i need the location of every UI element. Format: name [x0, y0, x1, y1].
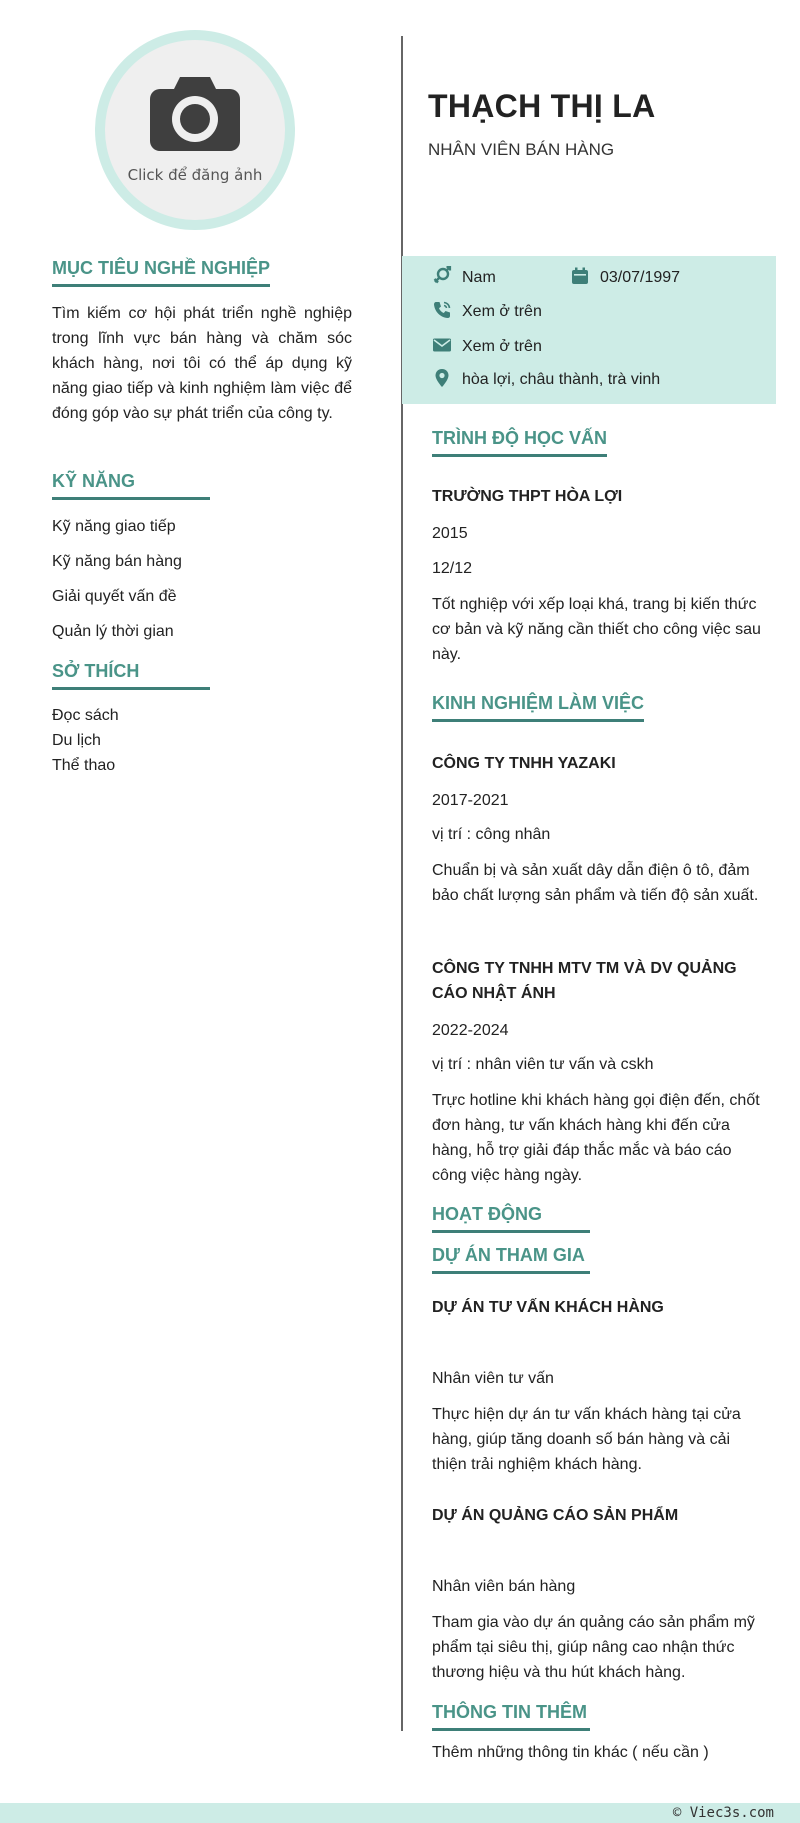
skill-item[interactable]: Kỹ năng bán hàng [52, 553, 182, 570]
skills-section [52, 469, 352, 500]
experience-company[interactable]: CÔNG TY TNHH YAZAKI [432, 755, 616, 772]
gender-icon [432, 266, 452, 286]
experience-description[interactable]: Trực hotline khi khách hàng gọi điện đến, chốt đơn hàng, tư vấn khách hàng khi đến cửa hàng, hỗ trợ giải đáp thắc mắc và báo cáo công việc hàng ngày. [432, 1092, 760, 1184]
skills-title: KỸ NĂNG [52, 469, 210, 500]
objective-title: MỤC TIÊU NGHỀ NGHIỆP [52, 256, 270, 287]
email-value[interactable]: Xem ở trên [462, 338, 542, 355]
experience-title: KINH NGHIỆM LÀM VIỆC [432, 691, 644, 722]
objective-section [52, 256, 352, 287]
address-value[interactable]: hòa lợi, châu thành, trà vinh [462, 371, 661, 388]
calendar-icon [570, 266, 590, 286]
extra-info-text[interactable]: Thêm những thông tin khác ( nếu cần ) [432, 1744, 709, 1761]
project-description[interactable]: Tham gia vào dự án quảng cáo sản phẩm mỹ phẩm tại siêu thị, giúp nâng cao nhận thức thương hiệu và thu hút khách hàng. [432, 1614, 755, 1681]
experience-position[interactable]: vị trí : nhân viên tư vấn và cskh [432, 1056, 654, 1073]
phone-value[interactable]: Xem ở trên [462, 303, 542, 320]
camera-icon [150, 73, 240, 163]
experience-position[interactable]: vị trí : công nhân [432, 826, 551, 843]
project-name[interactable]: DỰ ÁN TƯ VẤN KHÁCH HÀNG [432, 1299, 664, 1316]
project-role[interactable]: Nhân viên tư vấn [432, 1370, 554, 1387]
birthday-value[interactable]: 03/07/1997 [600, 269, 681, 286]
experience-description[interactable]: Chuẩn bị và sản xuất dây dẫn điện ô tô, đảm bảo chất lượng sản phẩm và tiến độ sản xuất. [432, 862, 759, 904]
extra-info-section [432, 1700, 762, 1731]
education-description[interactable]: Tốt nghiệp với xếp loại khá, trang bị kiến thức cơ bản và kỹ năng cần thiết cho công việc sau này. [432, 596, 761, 663]
project-role[interactable]: Nhân viên bán hàng [432, 1578, 576, 1595]
hobbies-section [52, 659, 352, 690]
education-grade[interactable]: 12/12 [432, 560, 473, 577]
activities-section [432, 1202, 762, 1233]
projects-section [432, 1243, 762, 1274]
avatar-placeholder [105, 40, 285, 220]
hobby-item[interactable]: Thể thao [52, 757, 116, 774]
candidate-name[interactable]: THẠCH THỊ LA [428, 88, 656, 124]
job-title[interactable]: NHÂN VIÊN BÁN HÀNG [428, 140, 615, 159]
email-icon [432, 335, 452, 355]
activities-title: HOẠT ĐỘNG [432, 1202, 590, 1233]
avatar-upload-label: Click để đăng ảnh [127, 166, 263, 184]
experience-period[interactable]: 2022-2024 [432, 1022, 509, 1039]
education-section [432, 426, 762, 457]
phone-icon [432, 300, 452, 320]
extra-info-title: THÔNG TIN THÊM [432, 1700, 590, 1731]
education-title: TRÌNH ĐỘ HỌC VẤN [432, 426, 607, 457]
experience-company[interactable]: CÔNG TY TNHH MTV TM VÀ DV QUẢNG CÁO NHẬT ÁNH [432, 960, 737, 1002]
project-name[interactable]: DỰ ÁN QUẢNG CÁO SẢN PHẨM [432, 1507, 679, 1524]
skill-item[interactable]: Giải quyết vấn đề [52, 588, 177, 605]
projects-title: DỰ ÁN THAM GIA [432, 1243, 590, 1274]
hobby-item[interactable]: Du lịch [52, 732, 101, 749]
hobby-item[interactable]: Đọc sách [52, 707, 119, 724]
skill-item[interactable]: Kỹ năng giao tiếp [52, 518, 176, 535]
skill-item[interactable]: Quản lý thời gian [52, 623, 174, 640]
experience-period[interactable]: 2017-2021 [432, 792, 509, 809]
gender-value[interactable]: Nam [462, 269, 496, 286]
avatar-upload[interactable] [95, 30, 295, 230]
education-school[interactable]: TRƯỜNG THPT HÒA LỢI [432, 488, 623, 505]
education-year[interactable]: 2015 [432, 525, 468, 542]
experience-section [432, 691, 762, 722]
footer-bar [0, 1803, 800, 1823]
project-description[interactable]: Thực hiện dự án tư vấn khách hàng tại cửa hàng, giúp tăng doanh số bán hàng và cải thiện trải nghiệm khách hàng. [432, 1406, 741, 1473]
location-pin-icon [432, 368, 452, 388]
hobbies-title: SỞ THÍCH [52, 659, 210, 690]
objective-text[interactable]: Tìm kiếm cơ hội phát triển nghề nghiệp trong lĩnh vực bán hàng và chăm sóc khách hàng, nơi tôi có thể áp dụng kỹ năng giao tiếp và kinh nghiệm làm việc để đóng góp vào sự phát triển của công ty. [52, 305, 352, 422]
footer-credit: © Viec3s.com [672, 1805, 774, 1821]
personal-info-panel [402, 256, 776, 404]
